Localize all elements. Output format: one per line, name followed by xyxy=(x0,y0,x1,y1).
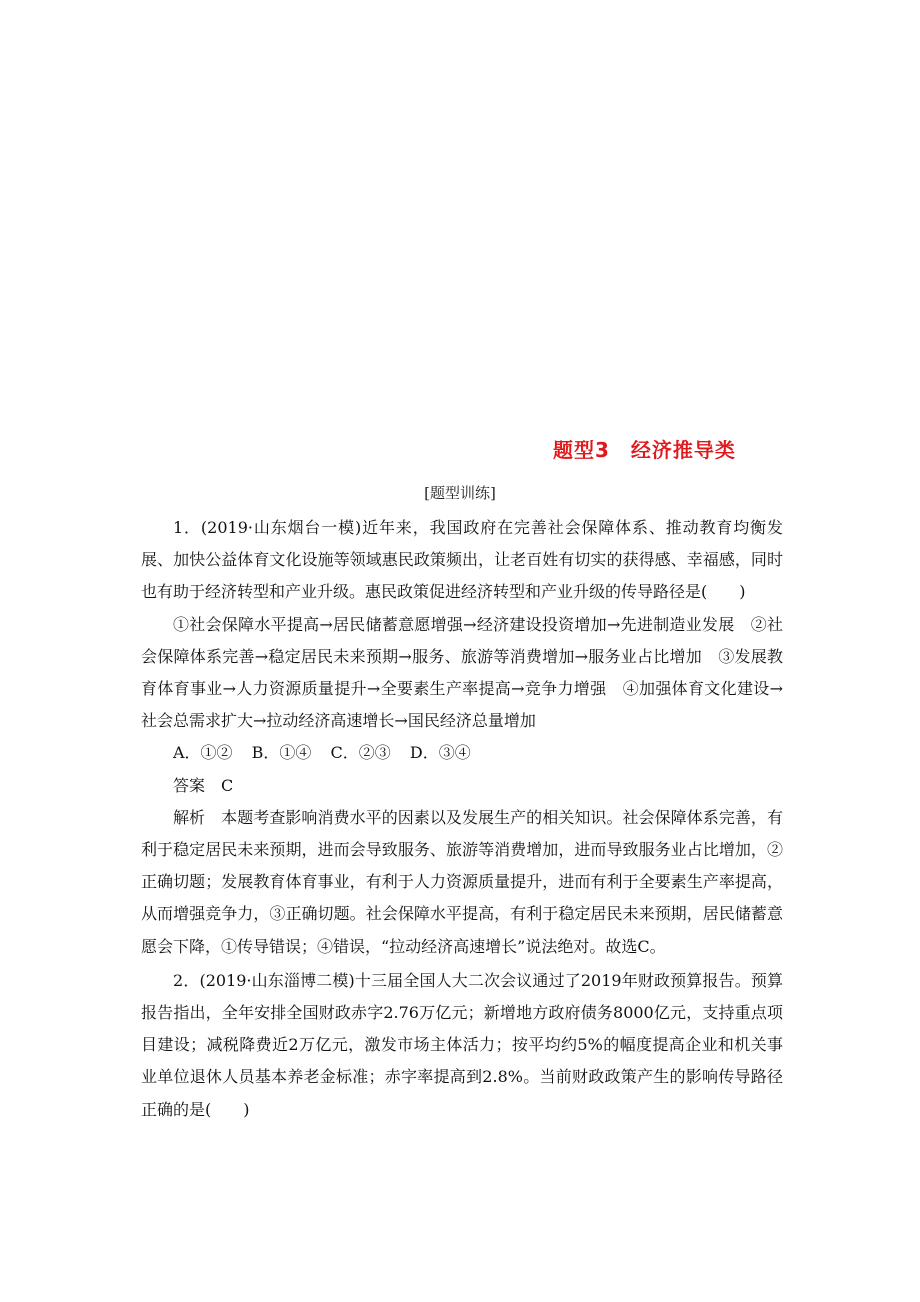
option-c: C．②③ xyxy=(330,743,391,763)
section-title: 题型3 经济推导类 xyxy=(553,438,736,462)
question-1-choices: ①社会保障水平提高→居民储蓄意愿增强→经济建设投资增加→先进制造业发展 ②社会保障体系完善→稳定居民未来预期→服务、旅游等消费增加→服务业占比增加 ③发展教育体育事业→人力资源质量提升→全要素生产率提高→竞争力增强 ④加强体育文化建设→社会总需求扩大→拉动经济高速增长→国民经济总量增加 xyxy=(141,614,783,731)
option-d: D．③④ xyxy=(409,743,471,763)
question-1-stem: 1．(2019·山东烟台一模)近年来，我国政府在完善社会保障体系、推动教育均衡发展、加快公益体育文化设施等领域惠民政策频出，让老百姓有切实的获得感、幸福感，同时也有助于经济转型和产业升级。惠民政策促进经济转型和产业升级的传导路径是( ) xyxy=(141,518,783,602)
question-1-answer: 答案 C xyxy=(173,775,234,795)
question-1-analysis: 解析 本题考查影响消费水平的因素以及发展生产的相关知识。社会保障体系完善，有利于稳定居民未来预期，进而会导致服务、旅游等消费增加，进而导致服务业占比增加，②正确切题；发展教育体育事业，有利于人力资源质量提升，进而有利于全要素生产率提高，从而增强竞争力，③正确切题。社会保障水平提高，有利于稳定居民未来预期，居民储蓄意愿会下降，①传导错误；④错误，“拉动经济高速增长”说法绝对。故选C。 xyxy=(141,807,783,956)
question-1-options xyxy=(141,737,783,769)
section-subtitle: [题型训练] xyxy=(424,484,496,502)
question-2-stem: 2．(2019·山东淄博二模)十三届全国人大二次会议通过了2019年财政预算报告。预算报告指出，全年安排全国财政赤字2.76万亿元；新增地方政府债务8000亿元，支持重点项目建设；减税降费近2万亿元，激发市场主体活力；按平均约5%的幅度提高企业和机关事业单位退休人员基本养老金标准；赤字率提高到2.8%。当前财政政策产生的影响传导路径正确的是( ) xyxy=(141,970,783,1119)
option-b: B．①④ xyxy=(251,743,312,763)
document-body xyxy=(141,512,783,1126)
option-a: A．①② xyxy=(173,743,233,763)
